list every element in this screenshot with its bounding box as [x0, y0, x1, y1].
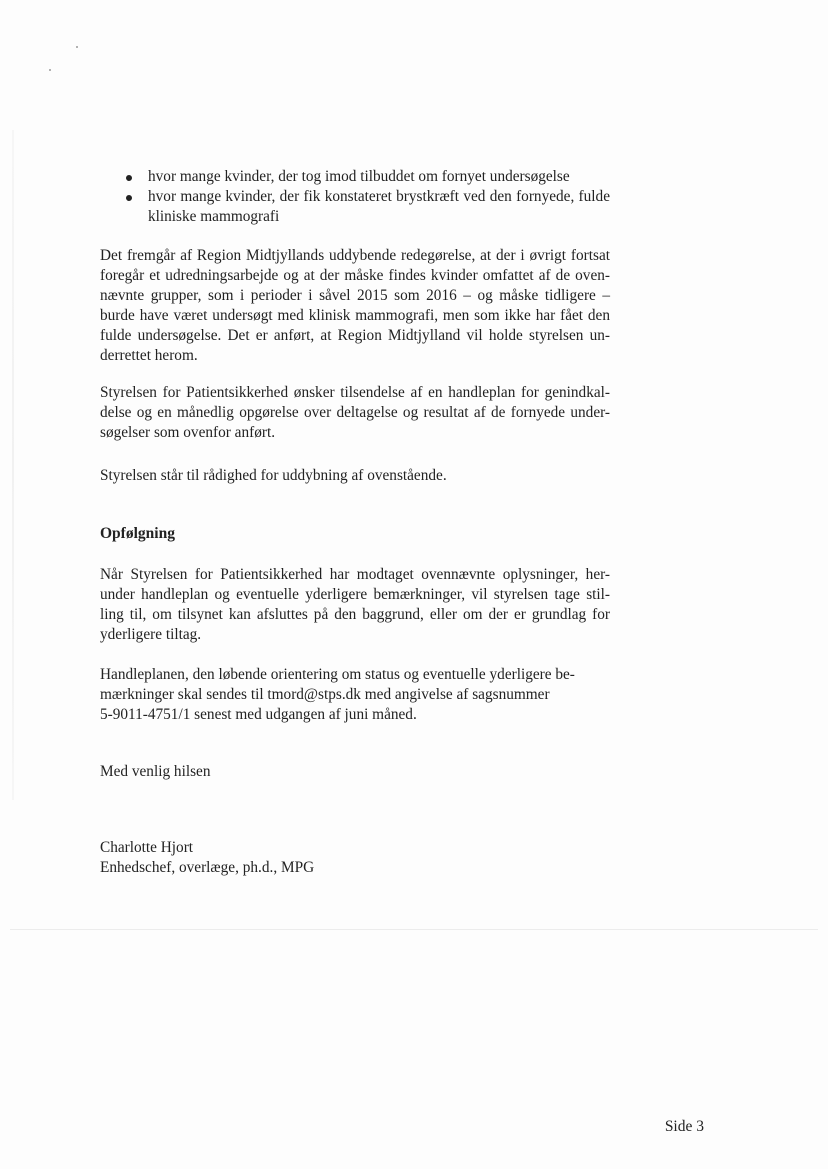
- bullet-dot: [126, 195, 132, 201]
- scan-edge-shadow: [12, 130, 14, 800]
- scan-speck: [76, 46, 78, 48]
- signature-name: Charlotte Hjort: [100, 839, 194, 856]
- signature-title: Enhedschef, overlæge, ph.d., MPG: [100, 859, 315, 876]
- submission-line: 5-9011-4751/1 senest med udgangen af juni måned.: [100, 706, 417, 723]
- bullet-item: [100, 187, 610, 227]
- bullet-text: hvor mange kvinder, der tog imod tilbuddet om fornyet undersøgelse: [148, 168, 570, 185]
- page-divider: [10, 929, 818, 930]
- bullet-text: hvor mange kvinder, der fik konstateret brystkræft ved den fornyede, fulde kliniske mammografi: [148, 188, 610, 225]
- bullet-dot: [126, 175, 132, 181]
- submission-line: Handleplanen, den løbende orientering om status og eventuelle yderligere be-: [100, 666, 575, 683]
- submission-line: mærkninger skal sendes til tmord@stps.dk med angivelse af sagsnummer: [100, 686, 550, 703]
- section-heading-opfolgning: Opfølgning: [100, 525, 175, 542]
- bullet-list: [100, 167, 610, 227]
- bullet-item: [100, 167, 610, 187]
- paragraph-handleplan-request: Styrelsen for Patientsikkerhed ønsker tilsendelse af en handleplan for genindkal-delse og en månedlig opgørelse over deltagelse og resultat af de fornyede under-søgelser som ovenfor anført.: [100, 384, 610, 441]
- paragraph-submission: [100, 665, 610, 725]
- paragraph-followup: Når Styrelsen for Patientsikkerhed har modtaget ovennævnte oplysninger, her-under handleplan og eventuelle yderligere bemærkninger, vil styrelsen tage stil-ling til, om tilsynet kan afsluttes på den baggrund, eller om der er grundlag for yderligere tiltag.: [100, 566, 610, 643]
- paragraph-redegorelse: Det fremgår af Region Midtjyllands uddybende redegørelse, at der i øvrigt fortsat foregår et udredningsarbejde og at der måske findes kvinder omfattet af de oven-nævnte grupper, som i perioder i såvel 2015 som 2016 – og måske tidligere – burde have været undersøgt med klinisk mammografi, men som ikke har fået den fulde undersøgelse. Det er anført, at Region Midtjylland vil holde styrelsen un-derrettet herom.: [100, 247, 610, 364]
- scan-speck: [49, 69, 51, 71]
- signature-block: [100, 838, 610, 878]
- page-number: Side 3: [664, 1118, 704, 1135]
- paragraph-availability: Styrelsen står til rådighed for uddybning af ovenstående.: [100, 467, 447, 484]
- closing-greeting: Med venlig hilsen: [100, 763, 211, 780]
